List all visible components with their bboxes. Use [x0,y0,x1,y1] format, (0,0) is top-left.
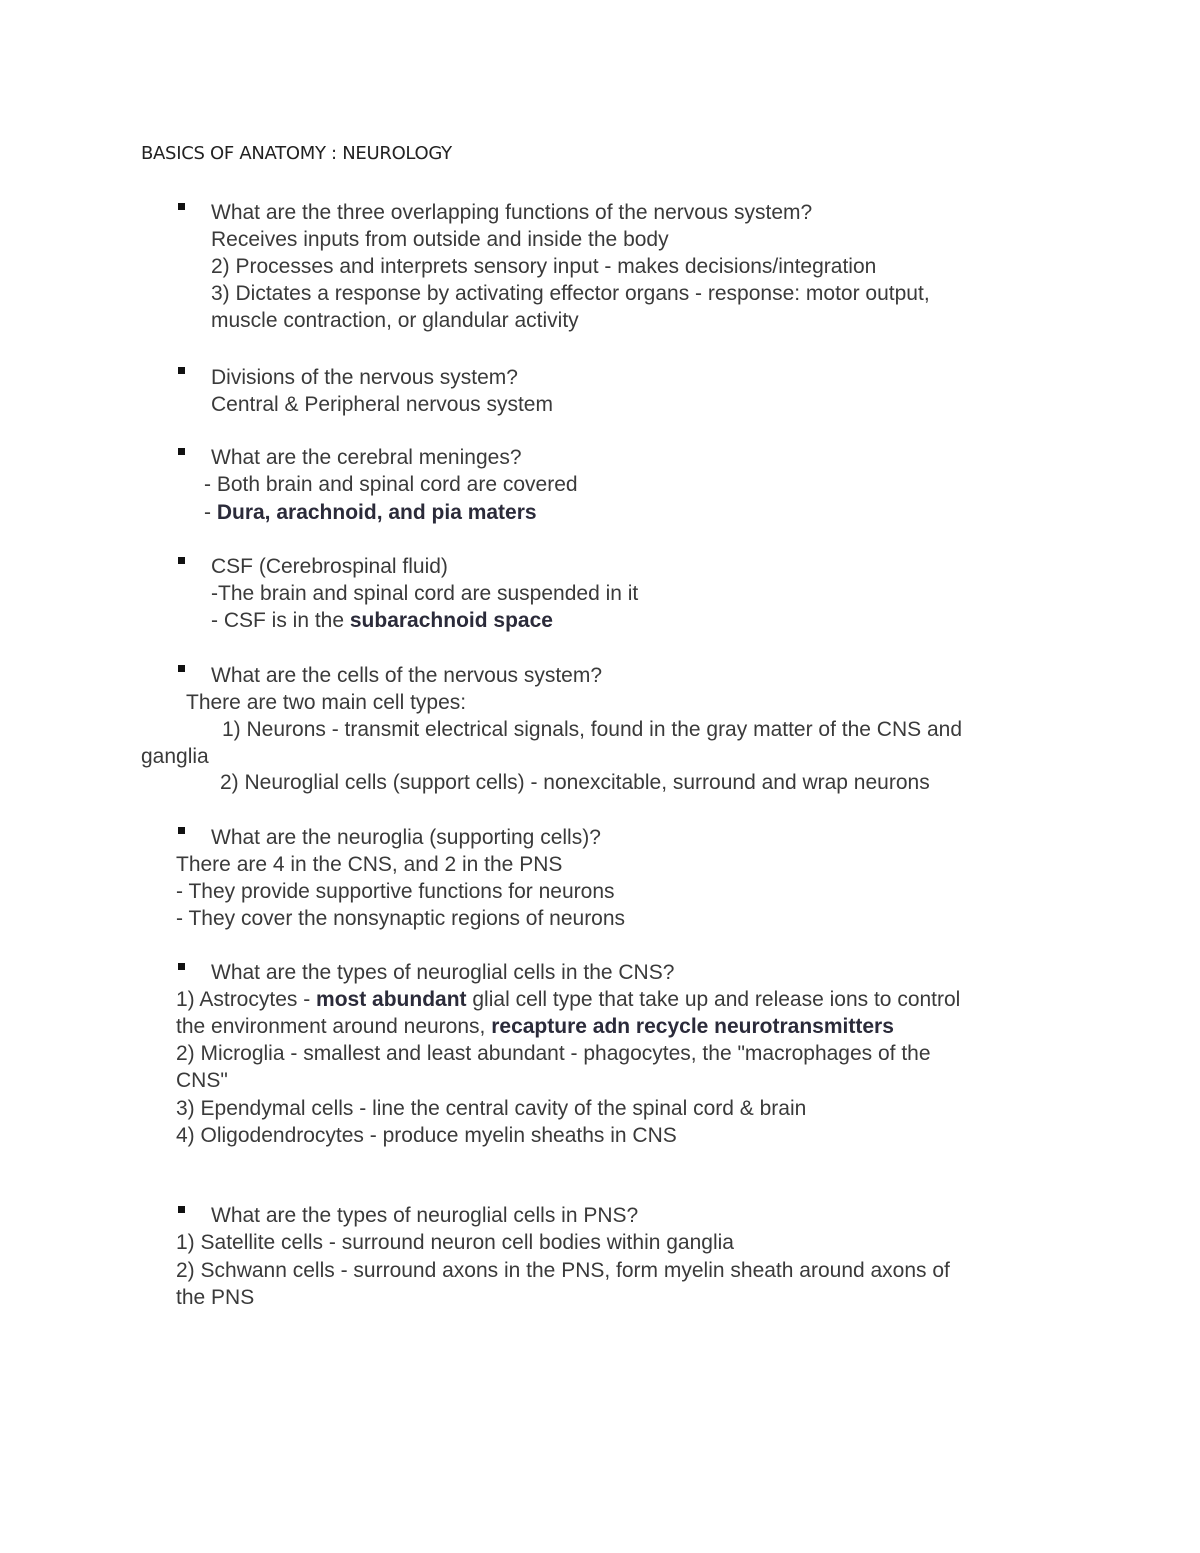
answer-line: There are 4 in the CNS, and 2 in the PNS [176,853,563,876]
answer-line-bold [176,986,960,1013]
answer-line: - Both brain and spinal cord are covered [204,473,578,496]
bold-term: Dura, arachnoid, and pia maters [216,501,537,524]
bold-term: most abundant [316,988,467,1011]
answer-line: 4) Oligodendrocytes - produce myelin sheaths in CNS [176,1124,677,1147]
answer-line: 2) Microglia - smallest and least abundant - phagocytes, the "macrophages of the [176,1042,931,1065]
question-text: What are the cells of the nervous system? [211,664,603,687]
bold-term: subarachnoid space [349,609,553,632]
answer-line-bold [176,1013,894,1040]
bold-term: recapture adn recycle neurotransmitters [491,1015,894,1038]
answer-line: There are two main cell types: [186,691,467,714]
answer-line: Receives inputs from outside and inside the body [211,228,669,251]
answer-line: muscle contraction, or glandular activity [211,309,579,332]
answer-line-bold [204,499,537,526]
answer-line: 1) Neurons - transmit electrical signals, found in the gray matter of the CNS and [222,718,963,741]
bullet-icon [178,665,185,672]
answer-line: 1) Satellite cells - surround neuron cell bodies within ganglia [176,1231,734,1254]
question-text: What are the cerebral meninges? [211,446,522,469]
answer-line: Central & Peripheral nervous system [211,393,553,416]
question-text: CSF (Cerebrospinal fluid) [211,555,448,578]
answer-line: 2) Processes and interprets sensory input - makes decisions/integration [211,255,877,278]
bullet-icon [178,1206,185,1213]
question-text: What are the types of neuroglial cells in PNS? [211,1204,639,1227]
answer-line: CNS" [176,1069,228,1092]
question-text: What are the three overlapping functions of the nervous system? [211,201,813,224]
line-prefix: - [204,501,217,524]
bullet-icon [178,448,185,455]
answer-line: -The brain and spinal cord are suspended in it [211,582,639,605]
bullet-icon [178,557,185,564]
question-text: Divisions of the nervous system? [211,366,518,389]
answer-line: ganglia [141,745,209,768]
answer-line: 2) Schwann cells - surround axons in the PNS, form myelin sheath around axons of [176,1259,950,1282]
line-prefix: the environment around neurons, [176,1015,492,1038]
answer-line: - They cover the nonsynaptic regions of neurons [176,907,626,930]
line-prefix: 1) Astrocytes - [176,988,317,1011]
answer-line: the PNS [176,1286,255,1309]
answer-line: 3) Ependymal cells - line the central cavity of the spinal cord & brain [176,1097,807,1120]
bullet-icon [178,827,185,834]
bullet-icon [178,367,185,374]
line-rest: glial cell type that take up and release ions to control [466,988,961,1011]
answer-line: 2) Neuroglial cells (support cells) - nonexcitable, surround and wrap neurons [220,771,930,794]
question-text: What are the neuroglia (supporting cells)? [211,826,601,849]
bullet-icon [178,963,185,970]
answer-line: - They provide supportive functions for neurons [176,880,615,903]
answer-line: 3) Dictates a response by activating effector organs - response: motor output, [211,282,930,305]
answer-line-bold [211,607,553,634]
page-title: BASICS OF ANATOMY : NEUROLOGY [141,143,452,164]
question-text: What are the types of neuroglial cells in the CNS? [211,961,675,984]
bullet-icon [178,203,185,210]
line-prefix: - CSF is in the [211,609,350,632]
